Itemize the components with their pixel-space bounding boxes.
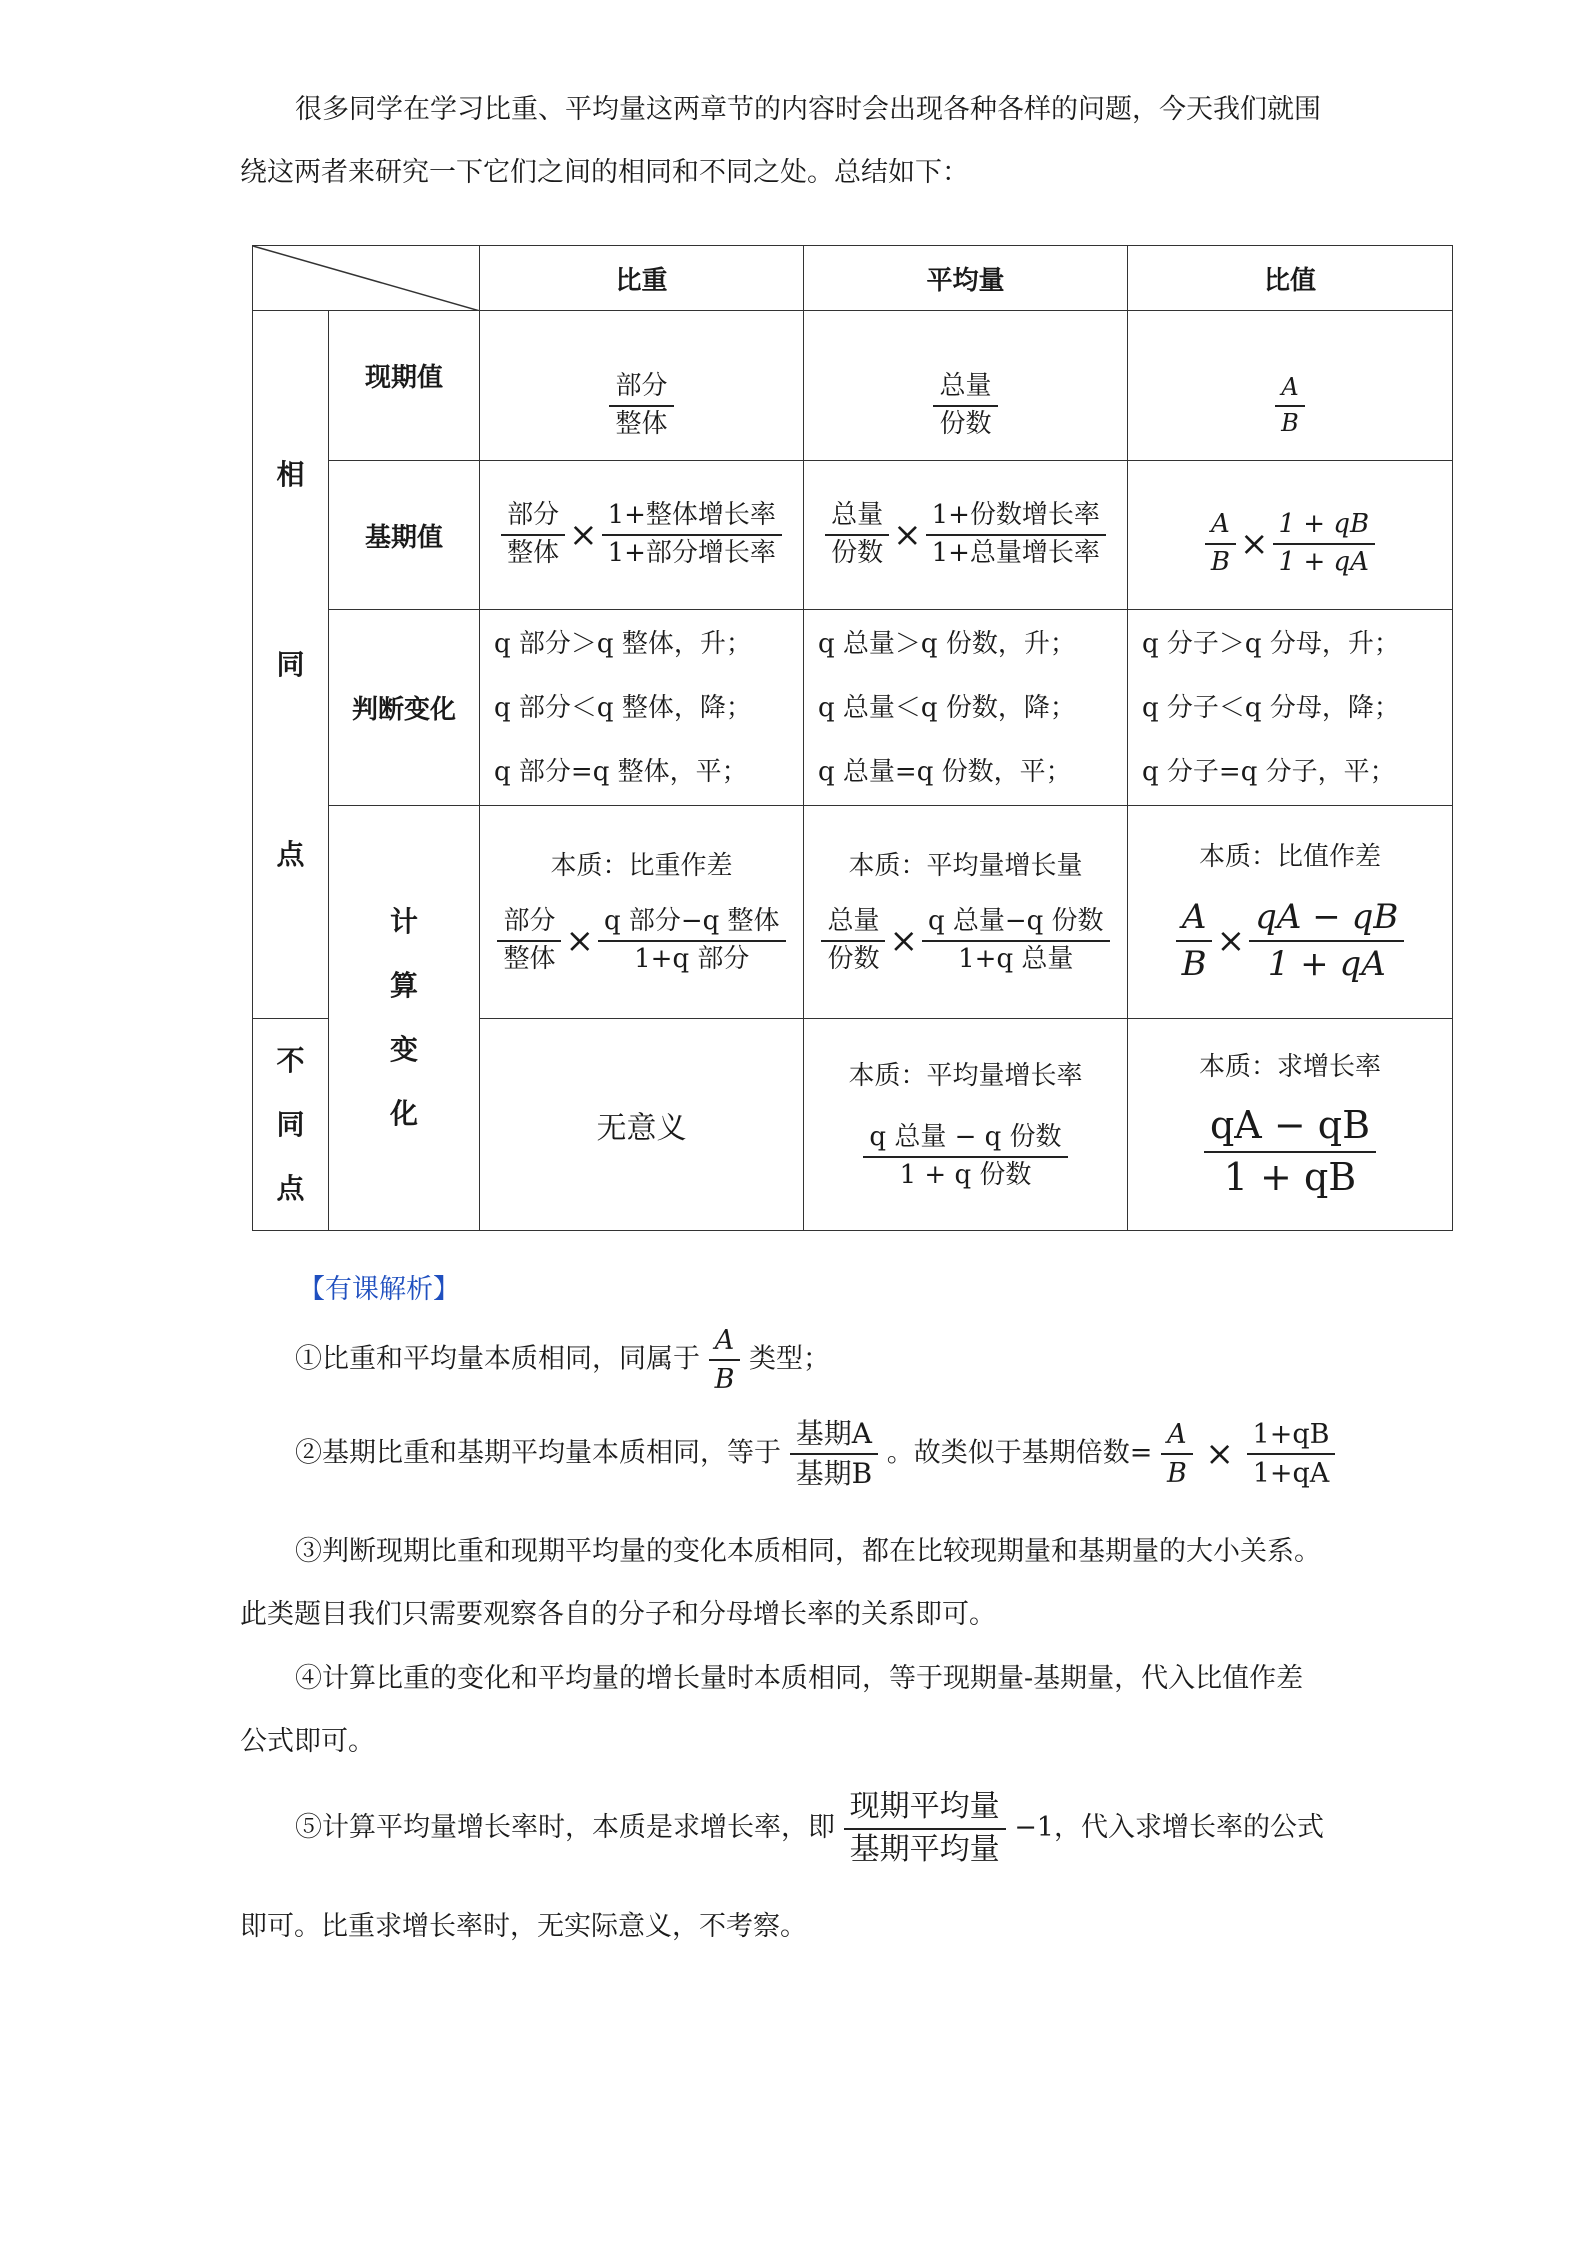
text: ①比重和平均量本质相同，同属于 — [295, 1343, 700, 1375]
fraction-denominator: 基期B — [795, 1457, 873, 1491]
judge-line: q 分子＜q 分母，降； — [1142, 692, 1400, 723]
current-pingjun — [804, 311, 1128, 461]
times-icon: × — [569, 515, 598, 555]
group-same-char-1: 相 — [276, 457, 305, 491]
fraction-denominator: 份数 — [827, 944, 880, 974]
analysis-point-4-line-2: 公式即可。 — [240, 1726, 375, 1757]
fraction-denominator: 份数 — [939, 408, 992, 439]
calc-char-1: 计 — [389, 905, 418, 938]
group-same-char-3: 点 — [276, 837, 305, 871]
row-label-current: 现期值 — [329, 311, 480, 461]
judge-line: q 总量＜q 份数，降； — [818, 692, 1076, 723]
fraction-numerator: 部分 — [501, 501, 565, 536]
fraction-numerator: 部分 — [497, 907, 561, 942]
fraction-numerator: 总量 — [821, 907, 885, 942]
judge-bizhi — [1128, 610, 1453, 806]
times-icon: × — [889, 921, 918, 961]
calc-diff-bizhi — [1128, 1019, 1453, 1231]
group-diff-char-2: 同 — [276, 1107, 305, 1141]
base-bizhi — [1128, 461, 1453, 610]
fraction-numerator: A — [1161, 1419, 1193, 1455]
group-same-label — [253, 311, 329, 1019]
analysis-point-4-line-1: ④计算比重的变化和平均量的增长量时本质相同，等于现期量-基期量，代入比值作差 — [295, 1663, 1304, 1694]
fraction — [790, 1418, 879, 1490]
fraction — [1161, 1419, 1193, 1489]
fraction-denominator: 1 + qA — [1278, 547, 1369, 577]
fraction-numerator: 现期平均量 — [844, 1790, 1006, 1830]
text: ⑤计算平均量增长率时，本质是求增长率，即 — [295, 1812, 835, 1843]
fraction-numerator: q 总量 − q 份数 — [863, 1123, 1067, 1158]
fraction-denominator: 1 + q 份数 — [899, 1159, 1032, 1190]
judge-line: q 部分=q 整体，平； — [494, 756, 748, 787]
analysis-point-2 — [295, 1418, 1335, 1490]
group-same-char-2: 同 — [276, 647, 305, 681]
group-diff-char-1: 不 — [276, 1043, 305, 1077]
row-label-calc — [329, 806, 480, 1231]
essence-text: 本质：平均量增长率 — [848, 1060, 1083, 1091]
current-bizhi — [1128, 311, 1453, 461]
text: 。故类似于基期倍数= — [886, 1437, 1153, 1469]
judge-line: q 分子=q 分子，平； — [1142, 756, 1396, 787]
fraction-denominator: 整体 — [615, 408, 668, 439]
analysis-point-3-line-1: ③判断现期比重和现期平均量的变化本质相同，都在比较现期量和基期量的大小关系。 — [295, 1536, 1321, 1567]
fraction-denominator: 1+总量增长率 — [931, 538, 1100, 568]
calc-diff-bizhong: 无意义 — [480, 1019, 804, 1231]
row-label-base: 基期值 — [329, 461, 480, 610]
fraction-numerator: A — [1275, 374, 1304, 407]
fraction-numerator: 1 + qB — [1273, 510, 1376, 545]
fraction-numerator: A — [1205, 510, 1236, 545]
essence-text: 本质：比重作差 — [550, 851, 733, 882]
fraction-denominator: 1+qA — [1252, 1458, 1330, 1490]
fraction — [821, 907, 885, 975]
times-icon: × — [893, 515, 922, 555]
fraction-denominator: 1 + qA — [1267, 944, 1386, 984]
fraction-numerator: 总量 — [825, 501, 889, 536]
diagonal-line — [253, 246, 480, 311]
fraction-denominator: 1+q 总量 — [958, 944, 1074, 974]
fraction-numerator: qA − qB — [1249, 898, 1404, 942]
fraction-numerator: q 部分−q 整体 — [598, 907, 786, 942]
analysis-point-1 — [295, 1325, 830, 1395]
fraction-denominator: 1+部分增长率 — [607, 538, 776, 568]
fraction — [863, 1123, 1067, 1191]
text: 类型； — [749, 1343, 831, 1375]
fraction — [825, 501, 889, 569]
fraction — [1275, 374, 1305, 437]
fraction-numerator: A — [1176, 898, 1213, 942]
essence-text: 本质：比值作差 — [1198, 841, 1381, 872]
analysis-tag: 【有课解析】 — [298, 1274, 460, 1305]
header-pingjun: 平均量 — [804, 246, 1128, 311]
fraction — [501, 501, 565, 569]
times-icon: × — [1240, 524, 1269, 564]
fraction — [1273, 510, 1376, 578]
times-icon: × — [1205, 1434, 1234, 1475]
fraction-denominator: 1 + qB — [1223, 1154, 1357, 1199]
calc-same-pingjun — [804, 806, 1128, 1019]
fraction-numerator: 1+qB — [1247, 1419, 1336, 1455]
calc-char-3: 变 — [389, 1033, 418, 1066]
fraction — [497, 907, 561, 975]
fraction — [1204, 1104, 1376, 1199]
intro-line-2: 绕这两者来研究一下它们之间的相同和不同之处。总结如下： — [240, 157, 969, 188]
fraction-numerator: qA − qB — [1204, 1104, 1376, 1153]
diagonal-header-cell — [253, 246, 480, 311]
group-diff-label — [253, 1019, 329, 1231]
fraction-denominator: 整体 — [507, 538, 560, 568]
fraction-numerator: 1+份数增长率 — [926, 501, 1106, 536]
header-bizhi: 比值 — [1128, 246, 1453, 311]
group-diff-char-3: 点 — [276, 1171, 305, 1205]
calc-char-4: 化 — [389, 1097, 418, 1130]
fraction — [1176, 898, 1213, 984]
fraction — [1205, 510, 1236, 578]
essence-text: 本质：求增长率 — [1198, 1051, 1381, 1082]
calc-char-2: 算 — [389, 969, 418, 1002]
fraction-denominator: 基期平均量 — [849, 1831, 1000, 1867]
judge-line: q 部分＜q 整体，降； — [494, 692, 752, 723]
fraction-denominator: B — [1281, 408, 1299, 437]
header-bizhong: 比重 — [480, 246, 804, 311]
analysis-point-3-line-2: 此类题目我们只需要观察各自的分子和分母增长率的关系即可。 — [240, 1599, 996, 1630]
fraction-numerator: A — [709, 1325, 741, 1361]
times-icon: × — [565, 921, 594, 961]
judge-line: q 总量=q 份数，平； — [818, 756, 1072, 787]
fraction-numerator: 1+整体增长率 — [602, 501, 782, 536]
judge-line: q 总量＞q 份数，升； — [818, 628, 1076, 659]
judge-pingjun — [804, 610, 1128, 806]
intro-line-1: 很多同学在学习比重、平均量这两章节的内容时会出现各种各样的问题，今天我们就围 — [295, 94, 1321, 125]
fraction-numerator: 部分 — [609, 372, 673, 407]
fraction-denominator: B — [1210, 547, 1230, 577]
fraction-denominator: 整体 — [503, 944, 556, 974]
fraction — [844, 1790, 1006, 1867]
fraction-denominator: 1+q 部分 — [634, 944, 750, 974]
fraction — [602, 501, 782, 569]
fraction — [598, 907, 786, 975]
fraction — [933, 372, 997, 440]
essence-text: 本质：平均量增长量 — [848, 851, 1083, 882]
judge-line: q 分子＞q 分母，升； — [1142, 628, 1400, 659]
fraction — [1247, 1419, 1336, 1489]
text: −1，代入求增长率的公式 — [1014, 1812, 1324, 1843]
fraction — [709, 1325, 741, 1395]
base-pingjun — [804, 461, 1128, 610]
fraction-denominator: B — [1181, 944, 1207, 984]
row-label-judge: 判断变化 — [329, 610, 480, 806]
analysis-point-5-line-2: 即可。比重求增长率时，无实际意义，不考察。 — [240, 1911, 807, 1942]
fraction-denominator: B — [714, 1364, 735, 1396]
judge-bizhong — [480, 610, 804, 806]
analysis-point-5 — [295, 1790, 1324, 1867]
fraction-denominator: B — [1166, 1458, 1187, 1490]
calc-diff-pingjun — [804, 1019, 1128, 1231]
fraction — [609, 372, 673, 440]
text: ②基期比重和基期平均量本质相同，等于 — [295, 1437, 781, 1469]
fraction — [922, 907, 1110, 975]
judge-line: q 部分＞q 整体，升； — [494, 628, 752, 659]
current-bizhong — [480, 311, 804, 461]
base-bizhong — [480, 461, 804, 610]
calc-same-bizhong — [480, 806, 804, 1019]
comparison-table — [252, 245, 1453, 1231]
fraction — [1249, 898, 1404, 984]
calc-same-bizhi — [1128, 806, 1453, 1019]
fraction-denominator: 份数 — [831, 538, 884, 568]
times-icon: × — [1216, 921, 1246, 961]
fraction-numerator: q 总量−q 份数 — [922, 907, 1110, 942]
fraction — [926, 501, 1106, 569]
fraction-numerator: 总量 — [933, 372, 997, 407]
fraction-numerator: 基期A — [790, 1418, 878, 1455]
